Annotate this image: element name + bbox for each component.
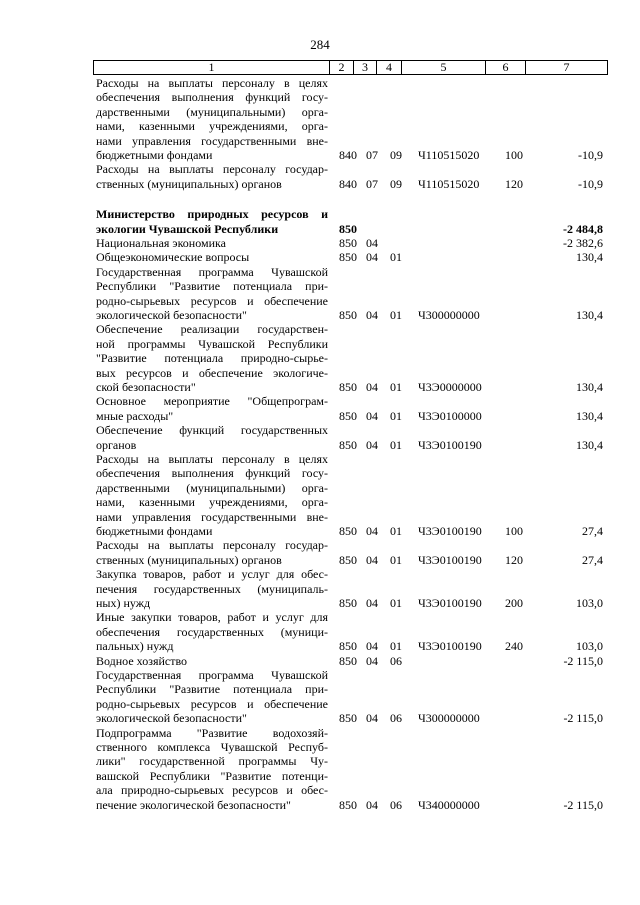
description-line: Расходы на выплаты персоналу государ- (96, 162, 328, 177)
cell-amount: 27,4 (582, 523, 603, 538)
cell-c5: Ч110515020 (418, 176, 480, 191)
cell-c3: 07 (366, 176, 378, 191)
cell-amount: 27,4 (582, 552, 603, 567)
description-line: ственных (муниципальных) органов (96, 176, 282, 191)
row-description (96, 394, 328, 423)
description-line: мные расходы" (96, 408, 174, 423)
description-line: Общеэкономические вопросы (96, 250, 250, 265)
cell-c5: Ч3Э0100190 (418, 595, 482, 610)
cell-c3: 04 (366, 408, 378, 423)
table-row (0, 610, 640, 653)
cell-c2: 850 (339, 639, 357, 654)
cell-amount: 130,4 (576, 250, 603, 265)
description-line: Государственная программа Чувашской (96, 667, 328, 682)
table-row (0, 452, 640, 538)
description-line: вых ресурсов и обеспечение экологиче- (96, 365, 328, 380)
cell-c3: 04 (366, 552, 378, 567)
cell-c4: 01 (390, 639, 402, 654)
cell-c2: 840 (339, 176, 357, 191)
cell-amount: 130,4 (576, 408, 603, 423)
row-description (96, 265, 328, 323)
cell-c5: Ч300000000 (418, 711, 480, 726)
description-line: бюджетными фондами (96, 148, 213, 163)
header-col-4: 4 (376, 61, 401, 74)
description-line: пальных) нужд (96, 639, 174, 654)
cell-c4: 01 (390, 379, 402, 394)
cell-c3: 04 (366, 711, 378, 726)
description-line: бюджетными фондами (96, 523, 213, 538)
description-line: нами, казенными учреждениями, орга- (96, 119, 328, 134)
description-line: Расходы на выплаты персоналу в целях (96, 76, 328, 90)
description-line: ской безопасности" (96, 379, 196, 394)
cell-c4: 01 (390, 408, 402, 423)
cell-c5: Ч3Э0100190 (418, 437, 482, 452)
cell-c4: 06 (390, 653, 402, 668)
row-description (96, 322, 328, 394)
header-col-5: 5 (401, 61, 485, 74)
cell-c6: 120 (505, 552, 523, 567)
cell-c2: 850 (339, 797, 357, 812)
table-row (0, 726, 640, 812)
cell-c3: 04 (366, 379, 378, 394)
cell-c4: 01 (390, 307, 402, 322)
description-line: Обеспечение реализации государствен- (96, 322, 328, 337)
row-description (96, 668, 328, 726)
description-line: экологической безопасности" (96, 711, 247, 726)
budget-table-body (0, 76, 640, 812)
cell-c2: 850 (339, 379, 357, 394)
cell-amount: 103,0 (576, 595, 603, 610)
cell-c6: 100 (505, 523, 523, 538)
description-line: обеспечения выполнения функций госу- (96, 90, 328, 105)
description-line: "Развитие потенциала природно-сырье- (96, 351, 328, 366)
cell-c4: 09 (390, 176, 402, 191)
cell-c3: 04 (366, 437, 378, 452)
cell-amount: -2 115,0 (563, 711, 603, 726)
row-description (96, 162, 328, 191)
cell-c5: Ч3Э0100190 (418, 639, 482, 654)
cell-c3: 04 (366, 307, 378, 322)
table-row (0, 654, 640, 668)
row-description (96, 726, 328, 812)
header-col-2: 2 (329, 61, 353, 74)
cell-c3: 04 (366, 653, 378, 668)
description-line: ной программы Чувашской Республики (96, 336, 328, 351)
cell-c4: 01 (390, 552, 402, 567)
cell-c5: Ч3Э0100190 (418, 552, 482, 567)
cell-c2: 850 (339, 250, 357, 265)
description-line: дарственными (муниципальными) орга- (96, 104, 328, 119)
cell-amount: 130,4 (576, 437, 603, 452)
description-line: Закупка товаров, работ и услуг для обес- (96, 567, 328, 582)
description-line: нами управления государственными вне- (96, 133, 328, 148)
table-row (0, 76, 640, 162)
cell-c4: 01 (390, 595, 402, 610)
table-header (93, 60, 608, 75)
description-line: ных) нужд (96, 595, 151, 610)
cell-c5: Ч3Э0100190 (418, 523, 482, 538)
description-line: органов (96, 437, 137, 452)
cell-c2: 850 (339, 307, 357, 322)
cell-amount: -2 484,8 (563, 221, 603, 236)
cell-c4: 01 (390, 250, 402, 265)
cell-c2: 850 (339, 523, 357, 538)
row-description (96, 654, 328, 668)
description-line: Национальная экономика (96, 235, 226, 250)
cell-c5: Ч340000000 (418, 797, 480, 812)
description-line: обеспечения выполнения функций госу- (96, 466, 328, 481)
description-line: Подпрограмма "Развитие водохозяй- (96, 725, 328, 740)
description-line: нами управления государственными вне- (96, 509, 328, 524)
description-line: Обеспечение функций государственных (96, 423, 328, 438)
cell-c2: 850 (339, 437, 357, 452)
description-line: Министерство природных ресурсов и (96, 207, 328, 222)
description-line: экологической безопасности" (96, 307, 247, 322)
header-col-3: 3 (353, 61, 376, 74)
cell-amount: -2 115,0 (563, 653, 603, 668)
header-col-7: 7 (525, 61, 607, 74)
row-description (96, 610, 328, 653)
description-line: лики" государственной программы Чу- (96, 754, 328, 769)
cell-amount: -2 382,6 (563, 235, 603, 250)
description-line: Республики "Развитие потенциала при- (96, 682, 328, 697)
description-line: ала природно-сырьевых ресурсов и обес- (96, 783, 328, 798)
cell-c5: Ч3Э0000000 (418, 379, 482, 394)
table-row (0, 236, 640, 250)
cell-c2: 850 (339, 408, 357, 423)
table-row (0, 322, 640, 394)
cell-c2: 850 (339, 595, 357, 610)
description-line: печения государственных (муниципаль- (96, 581, 328, 596)
description-line: Государственная программа Чувашской (96, 264, 328, 279)
cell-c3: 04 (366, 523, 378, 538)
page-number: 284 (310, 37, 330, 52)
cell-c4: 06 (390, 711, 402, 726)
cell-c5: Ч300000000 (418, 307, 480, 322)
cell-c4: 01 (390, 523, 402, 538)
cell-c6: 120 (505, 176, 523, 191)
description-line: печение экологической безопасности" (96, 797, 291, 812)
description-line: Республики "Развитие потенциала при- (96, 279, 328, 294)
cell-c3: 04 (366, 250, 378, 265)
cell-c4: 01 (390, 437, 402, 452)
table-row (0, 668, 640, 726)
table-row (0, 567, 640, 610)
cell-c5: Ч3Э0100000 (418, 408, 482, 423)
description-line: Расходы на выплаты персоналу государ- (96, 538, 328, 553)
cell-c4: 06 (390, 797, 402, 812)
description-line: Водное хозяйство (96, 653, 188, 668)
description-line: обеспечения государственных (муници- (96, 624, 328, 639)
row-description (96, 567, 328, 610)
description-line: ственного комплекса Чувашской Респуб- (96, 739, 328, 754)
cell-c2: 850 (339, 653, 357, 668)
table-row (0, 162, 640, 191)
description-line: вашской Республики "Развитие потенци- (96, 768, 328, 783)
cell-c6: 100 (505, 148, 523, 162)
table-row (0, 394, 640, 423)
cell-c3: 04 (366, 235, 378, 250)
description-line: Основное мероприятие "Общепрограм- (96, 394, 328, 409)
cell-c3: 07 (366, 148, 378, 162)
description-line: Иные закупки товаров, работ и услуг для (96, 610, 328, 625)
cell-c4: 09 (390, 148, 402, 162)
cell-c3: 04 (366, 595, 378, 610)
cell-c2: 850 (339, 711, 357, 726)
row-description (96, 236, 328, 250)
description-line: родно-сырьевых ресурсов и обеспечение (96, 293, 328, 308)
row-description (96, 76, 328, 162)
cell-c2: 850 (339, 221, 357, 236)
row-description (96, 207, 328, 236)
cell-c3: 04 (366, 639, 378, 654)
cell-c3: 04 (366, 797, 378, 812)
header-col-1: 1 (208, 60, 215, 74)
cell-c2: 850 (339, 552, 357, 567)
row-description (96, 250, 328, 264)
cell-amount: 130,4 (576, 379, 603, 394)
table-row (0, 250, 640, 264)
cell-amount: -2 115,0 (563, 797, 603, 812)
description-line: ственных (муниципальных) органов (96, 552, 282, 567)
cell-c5: Ч110515020 (418, 148, 480, 162)
row-description (96, 452, 328, 538)
cell-amount: 103,0 (576, 639, 603, 654)
cell-amount: -10,9 (578, 148, 603, 162)
cell-c6: 240 (505, 639, 523, 654)
row-description (96, 423, 328, 452)
cell-c6: 200 (505, 595, 523, 610)
header-col-6: 6 (485, 61, 525, 74)
table-row (0, 423, 640, 452)
description-line: нами, казенными учреждениями, орга- (96, 495, 328, 510)
table-row (0, 538, 640, 567)
cell-amount: -10,9 (578, 176, 603, 191)
description-line: дарственными (муниципальными) орга- (96, 480, 328, 495)
cell-amount: 130,4 (576, 307, 603, 322)
description-line: экологии Чувашской Республики (96, 221, 279, 236)
table-row (0, 207, 640, 236)
description-line: Расходы на выплаты персоналу в целях (96, 451, 328, 466)
cell-c2: 850 (339, 235, 357, 250)
cell-c2: 840 (339, 148, 357, 162)
description-line: родно-сырьевых ресурсов и обеспечение (96, 696, 328, 711)
row-description (96, 538, 328, 567)
table-row (0, 265, 640, 323)
